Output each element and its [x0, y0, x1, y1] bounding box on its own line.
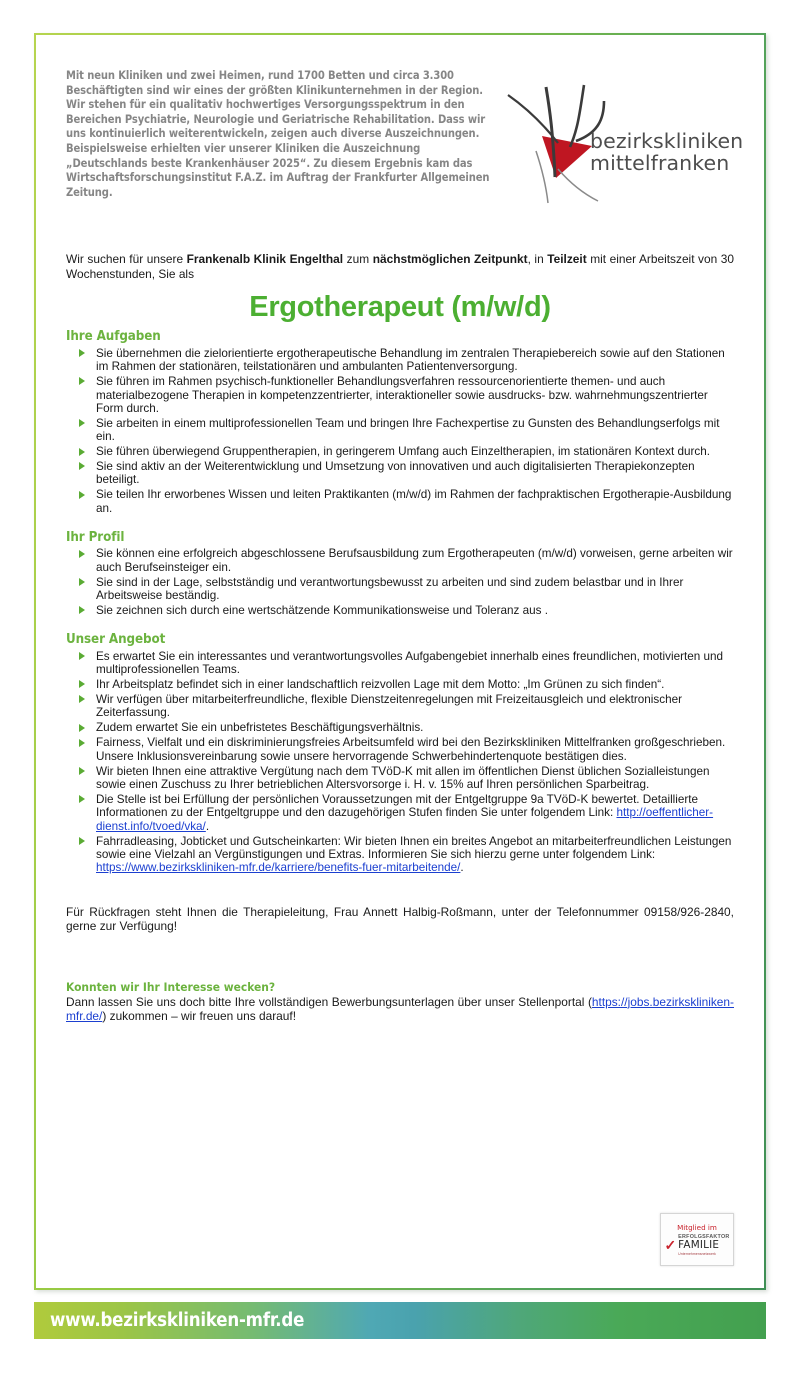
- badge-main: [664, 1234, 729, 1256]
- list-item-text: Sie zeichnen sich durch eine wertschätzende Kommunikationsweise und Toleranz aus .: [96, 604, 548, 618]
- list-item: [79, 765, 734, 792]
- benefits-text-after: .: [460, 861, 464, 875]
- list-item: [79, 445, 734, 458]
- benefits-link[interactable]: https://www.bezirkskliniken-mfr.de/karriere/benefits-fuer-mitarbeitende/: [96, 861, 461, 875]
- lead-part-4: mit einer Arbeitszeit von 30 Wochenstunden, Sie als: [66, 252, 735, 281]
- section-heading-aufgaben: Ihre Aufgaben: [66, 329, 161, 345]
- list-item: [79, 678, 734, 691]
- list-item-text: Sie führen überwiegend Gruppentherapien, in geringerem Umfang auch Einzeltherapien, im stationären Kontext durch.: [96, 445, 710, 459]
- jobs-portal-link[interactable]: https://jobs.bezirkskliniken-mfr.de/: [66, 994, 734, 1024]
- list-item-text: Wir bieten Ihnen eine attraktive Vergütung nach dem TVöD-K mit allen im öffentlichen Dienst üblichen Sozialleistungen sowie einen Zuschuss zu Ihrer betrieblichen Altersvorsorge i. H. v. 15% auf Ihren persönlichen Sparbeitrag.: [96, 764, 710, 791]
- contact-text-middle: , unter der Telefonnummer: [492, 904, 645, 919]
- pay-text-after: .: [205, 819, 210, 833]
- bullet-arrow-icon: [79, 739, 85, 747]
- page-title: Ergotherapeut (m/w/d): [249, 291, 551, 324]
- logo-wordmark: [590, 130, 743, 174]
- erfolgsfaktor-familie-badge: [660, 1213, 734, 1266]
- badge-line-4: Unternehmensnetzwerk: [678, 1252, 716, 1256]
- content-frame: [34, 33, 766, 1290]
- contact-text-before: Für Rückfragen steht Ihnen die Therapieleitung, Frau: [66, 904, 364, 919]
- list-aufgaben: [66, 347, 734, 515]
- list-profil: [66, 547, 734, 617]
- bullet-arrow-icon: [79, 349, 85, 357]
- contact-person: Annett Halbig-Roßmann: [363, 904, 493, 919]
- closing-text-after: ) zukommen – wir freuen uns darauf!: [102, 1009, 297, 1024]
- list-item-text: Fairness, Vielfalt und ein diskriminierungsfreies Arbeitsumfeld wird bei den Bezirkskliniken Mittelfranken großgeschrieben. Unsere Inklusionsvereinbarung sowie unsere hervorragende Schwerbehindertenquote bestätigen dies.: [96, 736, 726, 763]
- check-icon: ✓: [664, 1237, 677, 1253]
- bullet-arrow-icon: [79, 695, 85, 703]
- bullet-arrow-icon: [79, 419, 85, 427]
- closing-block: [66, 981, 734, 1024]
- footer-bar: [34, 1302, 766, 1339]
- list-item: [79, 347, 734, 374]
- list-item: [79, 576, 734, 603]
- list-item: [79, 604, 734, 617]
- bullet-arrow-icon: [79, 578, 85, 586]
- list-item-text: Sie übernehmen die zielorientierte ergotherapeutische Behandlung im zentralen Therapiebereich sowie auf den Stationen im Rahmen der stationären, teilstationären und ambulanten Patientenversorgung.: [96, 346, 725, 374]
- list-item-text: Sie führen im Rahmen psychisch-funktioneller Behandlungsverfahren ressourcenorientierte themen- und auch materialbezogene Therapien in kompetenzzentrierter, interaktioneller sowie ausdrucks- bzw. wahrnehmungszentrierter Form durch.: [96, 375, 708, 415]
- bullet-arrow-icon: [79, 680, 85, 688]
- list-item: [79, 650, 734, 677]
- section-heading-angebot: Unser Angebot: [66, 632, 166, 648]
- list-item-text: Ihr Arbeitsplatz befindet sich in einer landschaftlich reizvollen Lage mit dem Motto: „Im Grünen zu sich finden“.: [96, 678, 665, 692]
- lead-part-3: , in: [527, 252, 548, 266]
- lead-employment-type: Teilzeit: [547, 252, 587, 266]
- bullet-arrow-icon: [79, 462, 85, 470]
- closing-heading: Konnten wir Ihr Interesse wecken?: [66, 979, 276, 994]
- list-item: [79, 693, 734, 720]
- list-item-text: Zudem erwartet Sie ein unbefristetes Beschäftigungsverhältnis.: [96, 721, 424, 735]
- contact-phone: 09158/926-2840: [644, 904, 731, 919]
- bullet-arrow-icon: [79, 606, 85, 614]
- pay-text: Die Stelle ist bei Erfüllung der persönlichen Voraussetzungen mit der Entgeltgruppe 9a TVöD-K bewertet. Detaillierte Informationen zu der Entgeltgruppe und den dazugehörigen Stufen finden Sie unter folgendem Link:: [96, 792, 699, 820]
- header: [36, 35, 764, 208]
- list-item-text: Sie können eine erfolgreich abgeschlossene Berufsausbildung zum Ergotherapeuten (m/w/d) vorweisen, gerne arbeiten wir auch Berufseinsteiger ein.: [96, 547, 733, 574]
- list-item: [79, 417, 734, 444]
- closing-text: [66, 995, 734, 1024]
- list-item: [79, 721, 734, 734]
- logo-area: [496, 69, 744, 208]
- bezirkskliniken-logo: [506, 73, 744, 208]
- closing-text-before: Dann lassen Sie uns doch bitte Ihre vollständigen Bewerbungsunterlagen über unser Stellenportal (: [66, 994, 592, 1009]
- badge-wordmark: [678, 1234, 729, 1256]
- list-item-entgeltgruppe: [79, 793, 734, 833]
- list-item: [79, 488, 734, 515]
- list-item-text: Es erwartet Sie ein interessantes und verantwortungsvolles Aufgabengebiet innerhalb eines freundlichen, motivierten und multiprofessionellen Teams.: [96, 649, 723, 677]
- lead-part-1: Wir suchen für unsere: [66, 252, 187, 266]
- list-item: [79, 460, 734, 487]
- list-item: [79, 736, 734, 763]
- bullet-arrow-icon: [79, 550, 85, 558]
- logo-line-2: mittelfranken: [590, 151, 730, 175]
- list-item: [79, 547, 734, 574]
- list-item-text: Sie teilen Ihr erworbenes Wissen und leiten Praktikanten (m/w/d) im Rahmen der fachpraktischen Ergotherapie-Ausbildung an.: [96, 488, 732, 515]
- logo-line-1: bezirkskliniken: [590, 129, 744, 153]
- company-intro-paragraph: Mit neun Kliniken und zwei Heimen, rund 1700 Betten und circa 3.300 Beschäftigten sind wir eines der größten Klinikunternehmen in der Region. Wir stehen für ein qualitativ hochwertiges Versorgungsspektrum in den Bereichen Psychiatrie, Neurologie und Geriatrische Rehabilitation. Dass wir uns kontinuierlich weiterentwickeln, zeigen auch diverse Auszeichnungen. Beispielsweise erhielten vier unserer Kliniken die Auszeichnung „Deutschlands beste Krankenhäuser 2025“. Zu diesem Ergebnis kam das Wirtschaftsforschungsinstitut F.A.Z. im Auftrag der Frankfurter Allgemeinen Zeitung.: [66, 69, 490, 199]
- section-heading-profil: Ihr Profil: [66, 530, 125, 546]
- bullet-arrow-icon: [79, 837, 85, 845]
- bullet-arrow-icon: [79, 652, 85, 660]
- list-item: [79, 375, 734, 415]
- list-item-text: Wir verfügen über mitarbeiterfreundliche, flexible Dienstzeitenregelungen mit Freizeitausgleich und elektronischer Zeiterfassung.: [96, 693, 682, 720]
- bullet-arrow-icon: [79, 377, 85, 385]
- bullet-arrow-icon: [79, 724, 85, 732]
- badge-area: [660, 1213, 734, 1266]
- footer-website-url: www.bezirkskliniken-mfr.de: [50, 1310, 305, 1331]
- tvoed-info-link[interactable]: http://oeffentlicher-dienst.info/tvoed/vka/: [96, 806, 714, 833]
- bullet-arrow-icon: [79, 795, 85, 803]
- lead-timing: nächstmöglichen Zeitpunkt: [372, 252, 528, 266]
- list-item-text: Sie sind in der Lage, selbstständig und verantwortungsbewusst zu arbeiten und sind zudem belastbar und in Ihrer Arbeitsweise beständig.: [96, 575, 684, 603]
- list-angebot: [66, 650, 734, 875]
- benefits-text: Fahrradleasing, Jobticket und Gutscheinkarten: Wir bieten Ihnen ein breites Angebot an mitarbeiterfreundlichen Leistungen sowie eine Vielzahl an Vergünstigungen und Extras. Informieren Sie sich hierzu gerne unter folgendem Link:: [96, 834, 732, 861]
- lead-clinic: Frankenalb Klinik Engelthal: [186, 252, 344, 266]
- badge-line-3: FAMILIE: [678, 1239, 720, 1251]
- badge-line-1: Mitglied im: [677, 1223, 717, 1232]
- list-item-benefits: [79, 835, 734, 875]
- bullet-arrow-icon: [79, 491, 85, 499]
- bullet-arrow-icon: [79, 767, 85, 775]
- contact-paragraph: [66, 905, 734, 934]
- contact-text-after: , gerne zur Verfügung!: [66, 904, 734, 934]
- list-item-text: Sie sind aktiv an der Weiterentwicklung und Umsetzung von innovativen und auch digitalisierten Therapiekonzepten beteiligt.: [96, 460, 695, 487]
- lead-paragraph: [66, 252, 734, 281]
- badge-line-2: ERFOLGSFAKTOR: [678, 1234, 730, 1240]
- lead-part-2: zum: [343, 252, 373, 266]
- bullet-arrow-icon: [79, 448, 85, 456]
- list-item-text: Sie arbeiten in einem multiprofessionellen Team und bringen Ihre Fachexpertise zu Gunsten des Behandlungserfolgs mit ein.: [96, 416, 720, 444]
- posting-body: [36, 252, 764, 1024]
